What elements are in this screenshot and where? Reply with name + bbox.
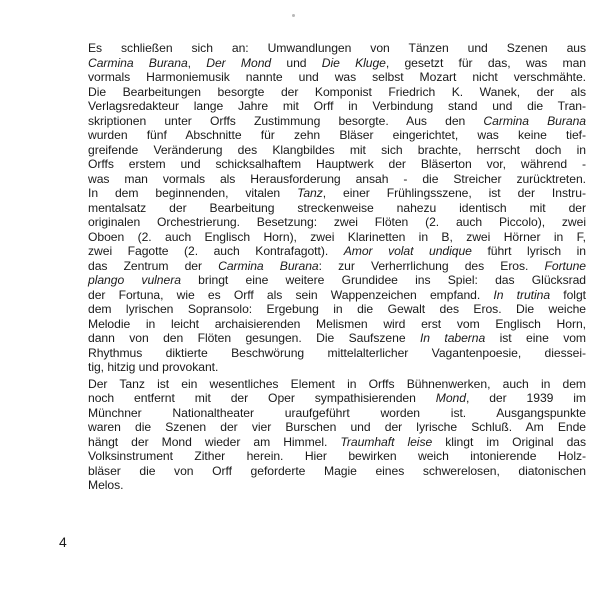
text-run: klingt im Original das: [432, 434, 586, 449]
text-run: Die Bearbeitungen besorgte der Komponist Friedrich K. Wanek, der als: [88, 84, 586, 99]
text-run: und: [271, 55, 322, 70]
text-run: Orffs erstem und schicksalhaftem Hauptwerk der Bläserton vor, während -: [88, 157, 586, 171]
text-run: ,: [187, 55, 207, 70]
paragraph-1: [88, 41, 586, 375]
text-run: dann von den Flöten gesungen. Die Saufszene: [88, 331, 420, 345]
text-line: [88, 230, 586, 245]
text-run: der Fortuna, wie es Orff als sein Wappenzeichen empfand.: [88, 287, 494, 302]
text-run: originalen Orchestrierung. Besetzung: zwei Flöten (2. auch Piccolo), zwei: [88, 215, 586, 229]
italic-title: In trutina: [493, 287, 551, 302]
text-line: [88, 377, 586, 392]
text-line: [88, 360, 586, 375]
text-line: [88, 56, 586, 71]
text-run: zwei Fagotte (2. auch Kontrafagott).: [88, 244, 344, 258]
text-line: [88, 478, 586, 493]
paragraph-2: [88, 377, 586, 493]
text-run: Verlagsredakteur lange Jahre mit Orff in Verbindung stand und die Tran-: [88, 99, 586, 113]
italic-title: In taberna: [419, 331, 486, 345]
text-line: [88, 288, 586, 303]
text-line: [88, 85, 586, 100]
text-run: , der 1939 im: [465, 391, 586, 405]
text-run: Es schließen sich an: Umwandlungen von Tänzen und Szenen aus: [88, 41, 586, 55]
text-run: wurden fünf Abschnitte für zehn Bläser eingerichtet, was keine tief-: [88, 128, 586, 142]
text-run: dem lyrischen Sopransolo: Ergebung in die Gewalt des Eros. Die weiche: [88, 302, 586, 316]
text-run: skriptionen unter Orffs Zustimmung besorgte. Aus den: [88, 113, 484, 128]
text-run: vormals Harmoniemusik nannte und was selbst Mozart nicht verschmähte.: [88, 70, 586, 84]
italic-title: Fortune: [544, 258, 586, 273]
text-line: [88, 346, 586, 361]
text-run: was man vormals als Herausforderung ansah - die Streicher zurücktreten.: [88, 171, 586, 186]
text-line: [88, 449, 586, 464]
text-line: [88, 391, 586, 406]
text-line: [88, 201, 586, 216]
text-line: [88, 157, 586, 172]
page-number: 4: [59, 534, 67, 550]
italic-title: Carmina Burana: [483, 113, 586, 128]
text-line: [88, 172, 586, 187]
text-run: führt lyrisch in: [471, 244, 587, 258]
text-line: [88, 215, 586, 230]
text-run: hängt der Mond wieder am Himmel.: [88, 434, 341, 449]
text-run: ist eine vom: [485, 331, 586, 345]
italic-title: Carmina Burana: [218, 258, 319, 273]
italic-title: Mond: [435, 391, 466, 405]
text-run: : zur Verherrlichung des Eros.: [318, 258, 545, 273]
text-run: waren die Szenen der vier Burschen und der lyrische Schluß. Am Ende: [88, 420, 586, 434]
text-line: [88, 186, 586, 201]
text-run: In dem beginnenden, vitalen: [88, 186, 298, 200]
text-line: [88, 244, 586, 259]
text-line: [88, 41, 586, 56]
text-line: [88, 464, 586, 479]
text-run: , gesetzt für das, was man: [385, 55, 587, 70]
text-run: das Zentrum der: [88, 258, 219, 273]
text-line: [88, 420, 586, 435]
text-run: Der Tanz ist ein wesentliches Element in Orffs Bühnenwerken, auch in dem: [88, 376, 586, 391]
text-line: [88, 331, 586, 346]
text-run: Volksinstrument Zither herein. Hier bewirken weich intonierende Holz-: [88, 449, 586, 463]
italic-title: Traumhaft leise: [340, 434, 433, 449]
text-line: [88, 70, 586, 85]
text-line: [88, 99, 586, 114]
italic-title: Carmina Burana: [88, 55, 188, 70]
text-run: Oboen (2. auch Englisch Horn), zwei Klarinetten in B, zwei Hörner in F,: [88, 229, 586, 244]
text-run: bläser die von Orff geforderte Magie eines schwerelosen, diatonischen: [88, 463, 586, 478]
scan-speck: [292, 14, 295, 17]
text-line: [88, 114, 586, 129]
text-line: [88, 143, 586, 158]
italic-title: Amor volat undique: [343, 244, 472, 258]
text-run: Rhythmus diktierte Beschwörung mittelalterlicher Vagantenpoesie, diessei-: [88, 345, 586, 360]
italic-title: Tanz: [297, 186, 323, 200]
text-run: folgt: [550, 287, 586, 302]
text-run: Melos.: [88, 478, 124, 492]
text-run: tig, hitzig und provokant.: [88, 360, 219, 374]
text-run: , einer Frühlingsszene, ist der Instru-: [322, 186, 586, 200]
italic-title: Die Kluge: [321, 55, 386, 70]
text-line: [88, 302, 586, 317]
text-line: [88, 435, 586, 450]
text-run: Münchner Nationaltheater uraufgeführt worden ist. Ausgangspunkte: [88, 405, 586, 420]
text-line: [88, 317, 586, 332]
text-run: noch entfernt mit der Oper sympathisierenden: [88, 391, 436, 405]
text-run: bringt eine weitere Grundidee ins Spiel: das Glücksrad: [180, 273, 586, 287]
text-run: Melodie in leicht archaisierenden Melismen wird erst vom Englisch Horn,: [88, 316, 586, 331]
italic-title: plango vulnera: [88, 273, 181, 287]
body-text: [88, 41, 586, 493]
text-line: [88, 128, 586, 143]
text-run: greifende Veränderung des Klangbildes mit sich brachte, herrscht doch in: [88, 142, 586, 157]
italic-title: Der Mond: [206, 55, 272, 70]
text-run: mentalsatz der Bearbeitung streckenweise nahezu identisch mit der: [88, 200, 586, 215]
text-line: [88, 406, 586, 421]
text-line: [88, 259, 586, 274]
text-line: [88, 273, 586, 288]
